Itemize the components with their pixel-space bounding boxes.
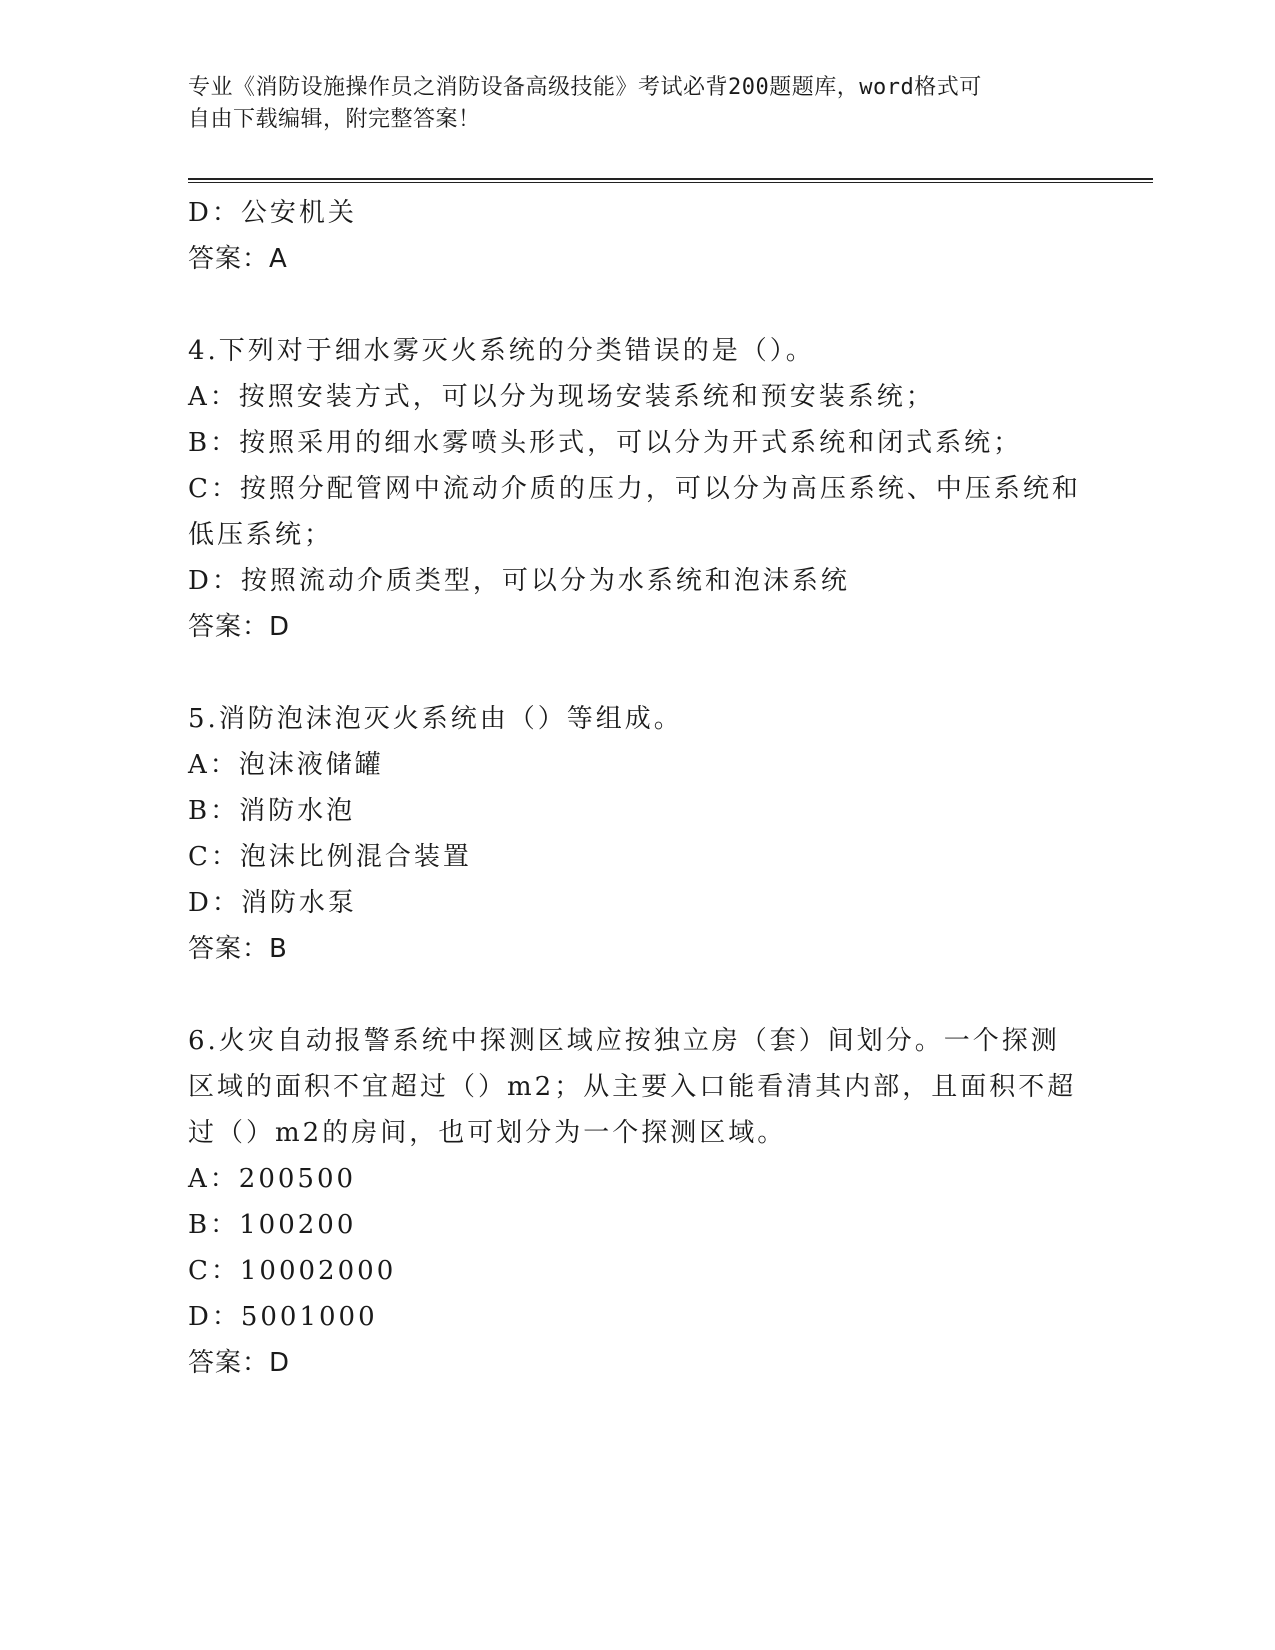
spacer xyxy=(188,650,1088,696)
answer-line: 答案：A xyxy=(188,244,288,274)
option-c: C：按照分配管网中流动介质的压力，可以分为高压系统、中压系统和 xyxy=(188,474,1081,504)
question-6 xyxy=(188,1018,1088,1386)
option-c: C：泡沫比例混合装置 xyxy=(188,842,472,872)
option-a: A：按照安装方式，可以分为现场安装系统和预安装系统； xyxy=(188,382,935,412)
option-c-continued: 低压系统； xyxy=(188,520,334,550)
question-list xyxy=(188,190,1088,1386)
answer-line: 答案：D xyxy=(188,612,291,642)
option-a: A：泡沫液储罐 xyxy=(188,750,384,780)
option-d: D：5001000 xyxy=(188,1302,378,1332)
question-5 xyxy=(188,696,1088,972)
option-d: D：按照流动介质类型，可以分为水系统和泡沫系统 xyxy=(188,566,850,596)
answer-line: 答案：B xyxy=(188,934,288,964)
option-b: B：消防水泡 xyxy=(188,796,356,826)
spacer xyxy=(188,282,1088,328)
previous-question-tail xyxy=(188,190,1088,282)
header-divider-thick xyxy=(188,178,1153,180)
header-title-line-1: 专业《消防设施操作员之消防设备高级技能》考试必背200题题库，word格式可 xyxy=(188,75,982,100)
question-stem: 4.下列对于细水雾灭火系统的分类错误的是（）。 xyxy=(188,336,815,366)
option-b: B：按照采用的细水雾喷头形式，可以分为开式系统和闭式系统； xyxy=(188,428,1023,458)
question-4 xyxy=(188,328,1088,650)
question-stem-line-1: 6.火灾自动报警系统中探测区域应按独立房（套）间划分。一个探测 xyxy=(188,1026,1060,1056)
question-stem-line-3: 过（）m2的房间，也可划分为一个探测区域。 xyxy=(188,1118,787,1148)
option-d: D：公安机关 xyxy=(188,198,357,228)
option-d: D：消防水泵 xyxy=(188,888,357,918)
question-stem: 5.消防泡沫泡灭火系统由（）等组成。 xyxy=(188,704,683,734)
header-divider-thin xyxy=(188,182,1153,183)
option-a: A：200500 xyxy=(188,1164,357,1194)
spacer xyxy=(188,972,1088,1018)
answer-line: 答案：D xyxy=(188,1348,291,1378)
header-title-line-2: 自由下载编辑，附完整答案！ xyxy=(188,107,481,132)
question-stem-line-2: 区域的面积不宜超过（）m2；从主要入口能看清其内部，且面积不超 xyxy=(188,1072,1077,1102)
option-b: B：100200 xyxy=(188,1210,357,1240)
document-header xyxy=(188,72,1088,136)
option-c: C：10002000 xyxy=(188,1256,397,1286)
